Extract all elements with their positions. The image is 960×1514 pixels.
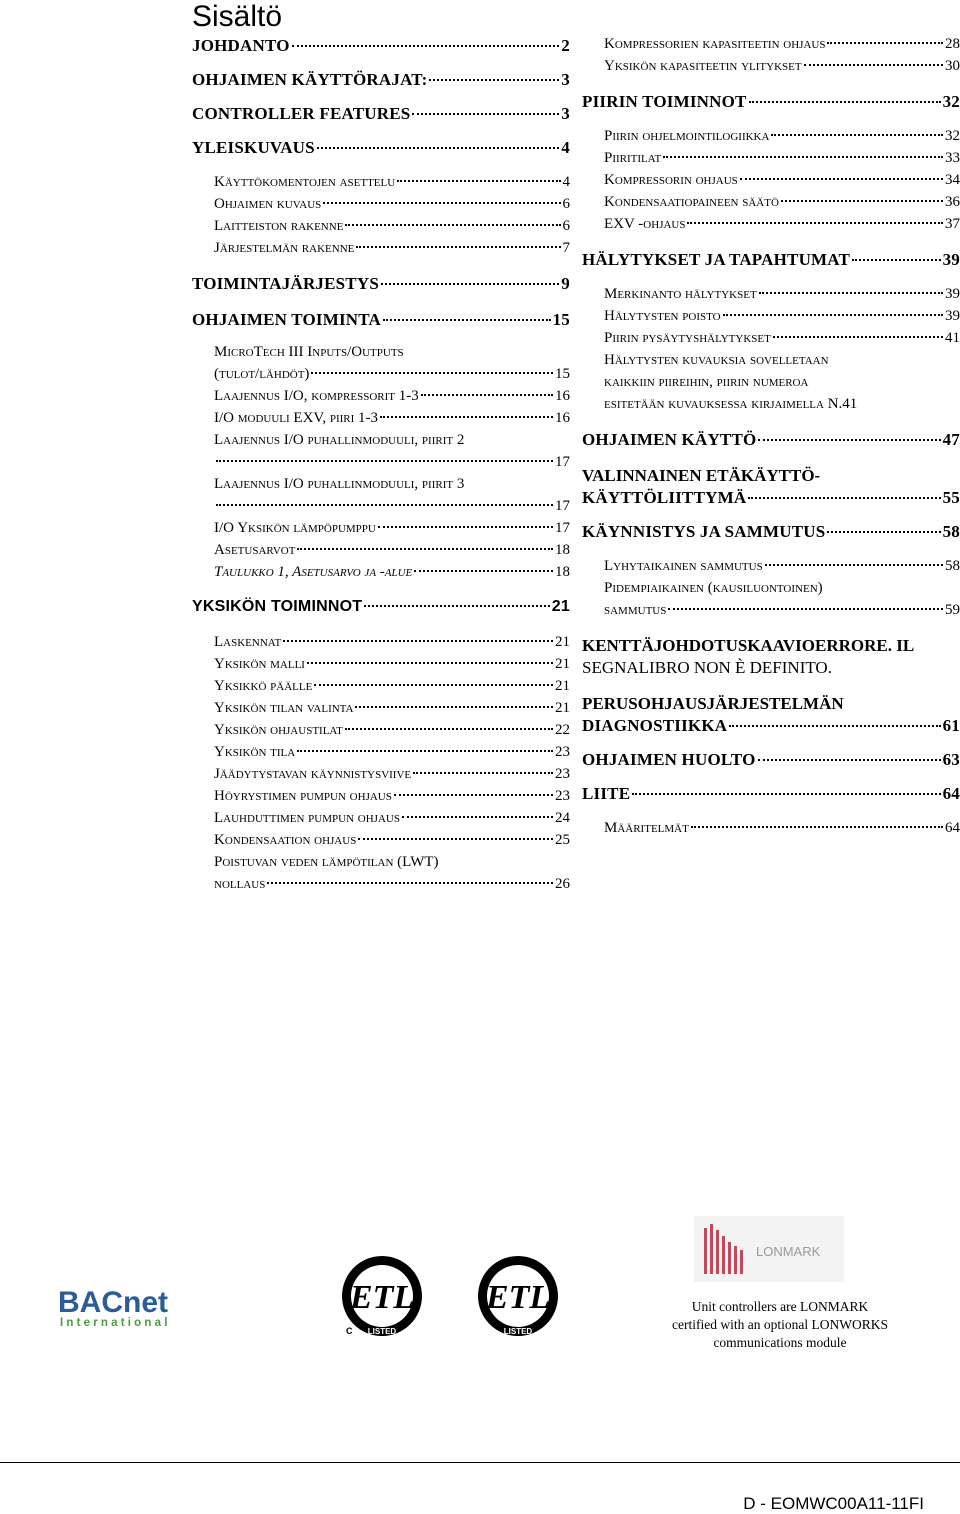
toc-entry[interactable]: KÄYNNISTYS JA SAMMUTUS 58	[582, 522, 960, 541]
toc-entry-line: PERUSOHJAUSJÄRJESTELMÄN	[582, 694, 844, 713]
toc-entry-line: SEGNALIBRO NON È DEFINITO.	[582, 658, 832, 677]
toc-entry[interactable]: TOIMINTAJÄRJESTYS 9	[192, 274, 570, 293]
toc-entry[interactable]: I/O Yksikön lämpöpumppu 17	[214, 520, 570, 536]
svg-text:LONMARK: LONMARK	[756, 1244, 821, 1259]
toc-entry[interactable]: KÄYTTÖLIITTYMÄ 55	[582, 488, 960, 507]
toc-entry[interactable]: Hälytysten poisto 39	[604, 308, 960, 324]
toc-entry-line: Poistuvan veden lämpötilan (LWT)	[214, 854, 439, 870]
toc-entry[interactable]: Määritelmät 64	[604, 820, 960, 836]
svg-text:International: International	[60, 1317, 171, 1329]
toc-entry[interactable]: EXV -ohjaus 37	[604, 216, 960, 232]
toc-entry[interactable]: Asetusarvot 18	[214, 542, 570, 558]
toc-entry[interactable]: Merkinanto hälytykset 39	[604, 286, 960, 302]
toc-entry[interactable]: OHJAIMEN KÄYTTÖRAJAT: 3	[192, 70, 570, 89]
toc-entry[interactable]: Kompressorin ohjaus 34	[604, 172, 960, 188]
toc-entry[interactable]: Piirin ohjelmointilogiikka 32	[604, 128, 960, 144]
toc-entry[interactable]: Järjestelmän rakenne 7	[214, 240, 570, 256]
toc-entry-line: Hälytysten kuvauksia sovelletaan	[604, 352, 829, 368]
toc-entry[interactable]: nollaus 26	[214, 876, 570, 892]
toc-entry-line: VALINNAINEN ETÄKÄYTTÖ-	[582, 466, 821, 485]
toc-entry[interactable]: Käyttökomentojen asettelu 4	[214, 174, 570, 190]
toc-entry[interactable]: OHJAIMEN HUOLTO 63	[582, 750, 960, 769]
lonmark-caption-line: communications module	[713, 1335, 847, 1350]
toc-entry-line: kaikkiin piireihin, piirin numeroa	[604, 374, 809, 390]
lonmark-caption-line: Unit controllers are LONMARK	[691, 1299, 869, 1314]
toc-entry[interactable]: CONTROLLER FEATURES 3	[192, 104, 570, 123]
toc-entry[interactable]: Taulukko 1, Asetusarvo ja -alue 18	[214, 564, 570, 580]
toc-entry-line: Pidempiaikainen (kausiluontoinen)	[604, 580, 823, 596]
toc-entry[interactable]: Yksikön tilan valinta 21	[214, 700, 570, 716]
toc-entry[interactable]: Laskennat 21	[214, 634, 570, 650]
toc-entry[interactable]: Höyrystimen pumpun ohjaus 23	[214, 788, 570, 804]
document-code: D - EOMWC00A11-11FI	[743, 1494, 924, 1513]
bacnet-logo	[56, 1280, 216, 1340]
toc-entry[interactable]: Yksikön kapasiteetin ylitykset 30	[604, 58, 960, 74]
toc-title: Sisältö	[192, 0, 283, 33]
toc-entry[interactable]: Laajennus I/O, kompressorit 1-3 16	[214, 388, 570, 404]
toc-entry[interactable]: Kompressorien kapasiteetin ohjaus 28	[604, 36, 960, 52]
toc-entry-line: MicroTech III Inputs/Outputs	[214, 344, 404, 360]
toc-entry[interactable]: Kondensaation ohjaus 25	[214, 832, 570, 848]
toc-entry[interactable]: 17	[214, 498, 570, 515]
toc-entry[interactable]: OHJAIMEN KÄYTTÖ 47	[582, 430, 960, 449]
toc-entry[interactable]: I/O moduuli EXV, piiri 1-3 16	[214, 410, 570, 426]
toc-entry[interactable]: Piirin pysäytyshälytykset 41	[604, 330, 960, 346]
svg-text:ETL: ETL	[349, 1279, 415, 1316]
toc-entry[interactable]: Yksikkö päälle 21	[214, 678, 570, 694]
toc-entry[interactable]: Yksikön ohjaustilat 22	[214, 722, 570, 738]
svg-text:BACnet: BACnet	[58, 1286, 168, 1319]
toc-entry[interactable]: DIAGNOSTIIKKA 61	[582, 716, 960, 735]
toc-entry[interactable]: Yksikön tila 23	[214, 744, 570, 760]
toc-entry[interactable]: LIITE 64	[582, 784, 960, 803]
toc-entry[interactable]: esitetään kuvauksessa kirjaimella N. 41	[604, 396, 858, 412]
svg-text:LISTED: LISTED	[367, 1327, 397, 1336]
toc-entry-line: Laajennus I/O puhallinmoduuli, piirit 2	[214, 432, 465, 448]
toc-entry[interactable]: Kondensaatiopaineen säätö 36	[604, 194, 960, 210]
lonmark-logo	[694, 1216, 844, 1282]
toc-entry[interactable]: PIIRIN TOIMINNOT 32	[582, 92, 960, 111]
toc-entry-line: KENTTÄJOHDOTUSKAAVIOERRORE. IL	[582, 636, 915, 655]
lonmark-caption	[640, 1298, 920, 1352]
toc-entry[interactable]: YKSIKÖN TOIMINNOT 21	[192, 598, 570, 615]
toc-entry[interactable]: HÄLYTYKSET JA TAPAHTUMAT 39	[582, 250, 960, 269]
toc-entry-line: Laajennus I/O puhallinmoduuli, piirit 3	[214, 476, 465, 492]
svg-text:C: C	[346, 1326, 353, 1336]
svg-text:ETL: ETL	[485, 1279, 551, 1316]
toc-entry[interactable]: Laitteiston rakenne 6	[214, 218, 570, 234]
toc-entry[interactable]: 17	[214, 454, 570, 471]
toc-entry[interactable]: (tulot/lähdöt) 15	[214, 366, 570, 382]
etl-us-logo	[476, 1256, 560, 1340]
toc-entry[interactable]: OHJAIMEN TOIMINTA 15	[192, 310, 570, 329]
toc-entry[interactable]: Piiritilat 33	[604, 150, 960, 166]
lonmark-caption-line: certified with an optional LONWORKS	[672, 1317, 888, 1332]
toc-entry[interactable]: Ohjaimen kuvaus 6	[214, 196, 570, 212]
toc-entry[interactable]: YLEISKUVAUS 4	[192, 138, 570, 157]
svg-text:LISTED: LISTED	[503, 1327, 533, 1336]
footer-rule	[0, 1462, 960, 1463]
toc-entry[interactable]: sammutus 59	[604, 602, 960, 618]
toc-entry[interactable]: Jäädytystavan käynnistysviive 23	[214, 766, 570, 782]
toc-entry[interactable]: JOHDANTO 2	[192, 36, 570, 55]
toc-entry[interactable]: Yksikön malli 21	[214, 656, 570, 672]
toc-entry[interactable]: Lyhytaikainen sammutus 58	[604, 558, 960, 574]
toc-entry[interactable]: Lauhduttimen pumpun ohjaus 24	[214, 810, 570, 826]
etl-c-us-logo	[340, 1256, 424, 1340]
